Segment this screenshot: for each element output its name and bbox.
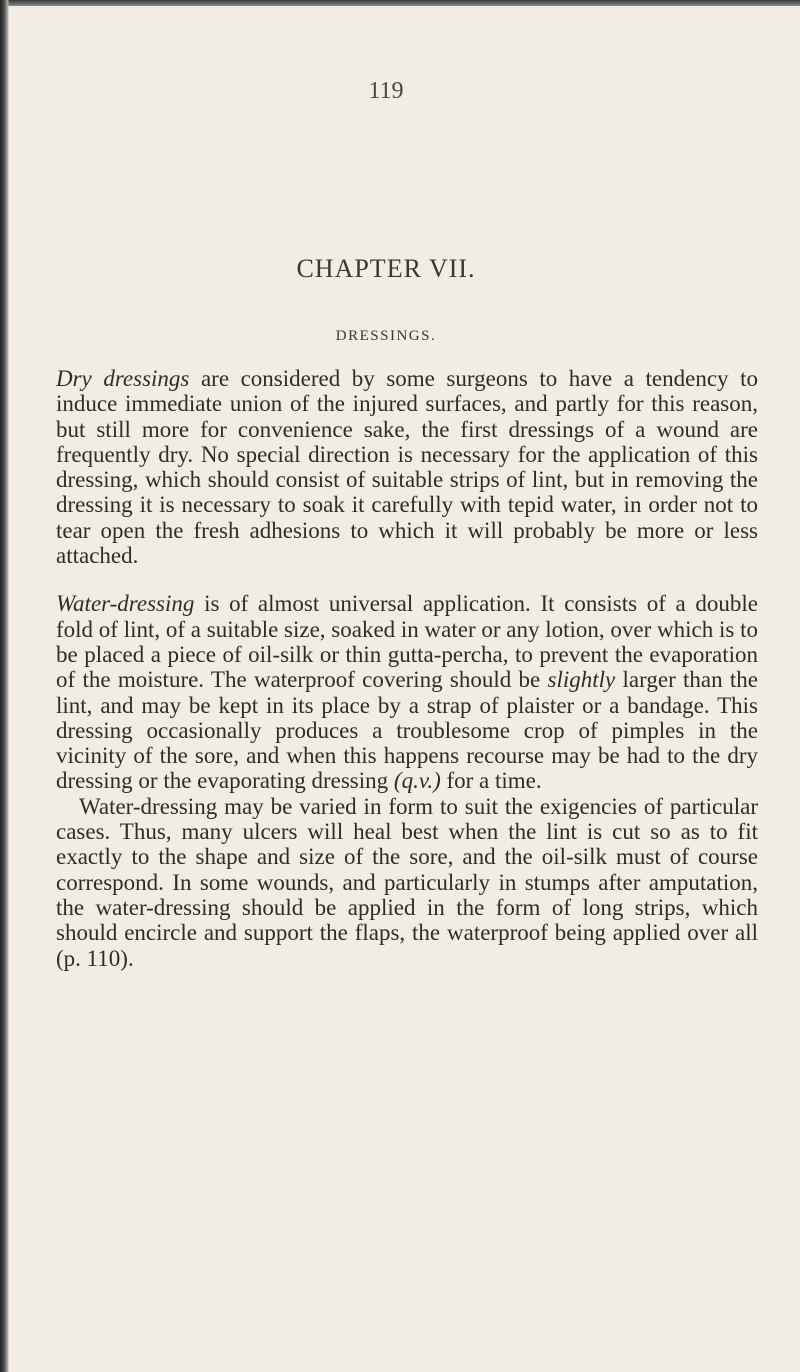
chapter-title: CHAPTER VII.: [296, 254, 476, 283]
paragraph-text: larger than the lint, and may be kept in its place by a strap of plaister or a bandage. This dressing occasionally produces a troublesome crop of pimples in the vicinity of the sore, and when this happens recourse may be had to the dry dressing or the evaporating dressing: [56, 667, 758, 794]
page-number: 119: [368, 78, 404, 104]
paragraph-text: is of almost universal application. It consists of a double fold of lint, of a suitable size, soaked in water or any lotion, over which is to be placed a piece of oil-silk or thin gutta-percha, to prevent the evaporation of the moisture. The waterproof covering should be: [56, 591, 758, 693]
scan-top-edge: [0, 0, 800, 6]
paragraph-text: Water-dressing may be varied in form to suit the exigencies of particular cases. Thus, many ulcers will heal best when the lint is cut so as to fit exactly to the shape and size of the sore, and the oil-silk must of course correspond. In some wounds, and particularly in stumps after amputation, the water-dressing should be applied in the form of long strips, which should encircle and support the flaps, the waterproof being applied over all (p. 110).: [56, 793, 758, 971]
term-water-dressing: Water-dressing: [56, 591, 195, 617]
paragraph-water-dressing: [56, 591, 758, 793]
paragraph-dry-dressings: [56, 366, 758, 568]
paragraph-water-dressing-variants: [56, 794, 758, 971]
cross-reference: (q.v.): [393, 768, 441, 794]
section-title: DRESSINGS.: [335, 328, 437, 344]
paragraph-text: are considered by some surgeons to have a tendency to induce immediate union of the injured surfaces, and partly for this reason, but still more for convenience sake, the first dressings of a wound are frequently dry. No special direction is necessary for the application of this dressing, which should consist of suitable strips of lint, but in removing the dressing it is necessary to soak it carefully with tepid water, in order not to tear open the fresh adhesions to which it will probably be more or less attached.: [56, 366, 758, 569]
emphasis-slightly: slightly: [547, 667, 616, 693]
body-text: [56, 366, 758, 971]
scan-binding-edge: [0, 0, 9, 1372]
paragraph-text: for a time.: [440, 768, 542, 794]
term-dry-dressings: Dry dressings: [56, 366, 190, 391]
